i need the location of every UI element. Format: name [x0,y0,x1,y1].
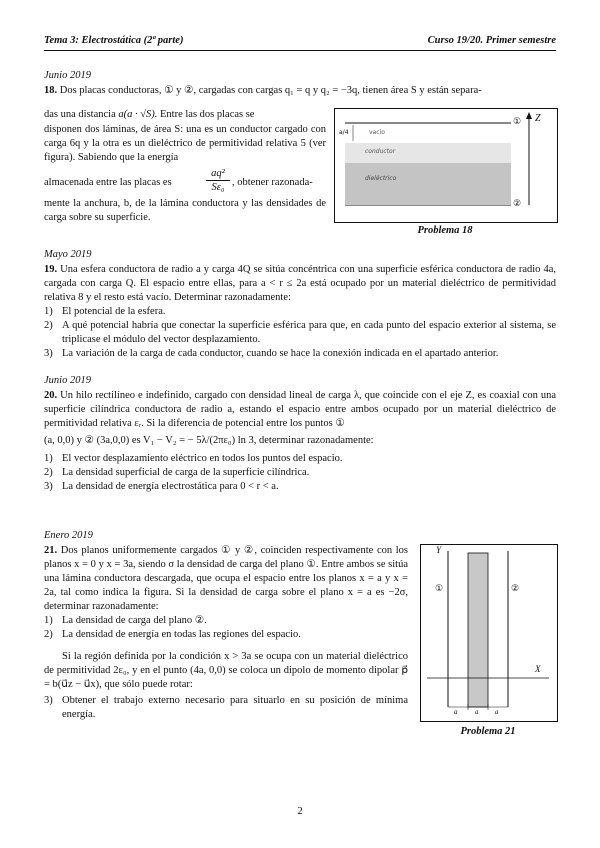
page-header [44,35,556,49]
p19-question [44,347,556,361]
p20-potential-difference: (a, 0,0) y ② (3a,0,0) es V₁ − V₂ = − 5λ/(2πε₀) ln 3, determinar razonadamente: [44,435,374,446]
z-axis-label: Z [535,113,541,124]
p19-date: Mayo 2019 [44,249,92,260]
question-number: 1) [44,306,53,317]
p18-figure [334,108,558,223]
p21-number: 21. [44,545,58,556]
p20-text: Un hilo rectilíneo e indefinido, cargado con densidad lineal de carga λ, que coincide con el eje Z, es coaxial con una superficie cilíndrica conductora de radio a, estando el espacio entre ambos ocupado por un material dieléctrico de permitividad relativa εᵣ. Si la diferencia de potencial entre los puntos ① [44,390,556,429]
p21-question [44,694,408,722]
z-axis-arrowhead [526,112,532,119]
p20-statement [44,389,556,431]
question-number: 3) [44,348,53,359]
question-text: El vector desplazamiento eléctrico en todos los puntos del espacio. [62,453,343,464]
plate-1-label: ① [513,116,522,126]
p21-figure-caption: Problema 21 [460,726,516,737]
p20-number: 20. [44,390,58,401]
header-rule [44,50,556,51]
dimension-a-label: a [454,708,458,716]
dimension-a-label: a [495,708,499,716]
p20-body [44,389,556,494]
p21-statement [44,544,408,614]
p18-energy-suffix: , obtener razonada- [232,177,313,188]
question-text: La densidad de carga del plano ②. [62,615,207,626]
conductor-slab [468,553,488,707]
p21-figure-drawing [421,545,557,721]
p18-date: Junio 2019 [44,70,91,81]
header-course: Curso 19/20. Primer semestre [427,35,556,46]
question-text: A qué potencial habría que conectar la superficie esférica para que, en cada punto del espacio exterior al sistema, se triplicase el módulo del vector desplazamiento. [62,320,556,345]
p20-date: Junio 2019 [44,375,91,386]
p18-energy-prefix: almacenada entre las placas es [44,177,172,188]
y-axis-label: Y [436,545,442,555]
question-number: 2) [44,467,53,478]
question-number: 2) [44,320,53,331]
plane-2-label: ② [511,583,520,593]
x-axis-label: X [535,664,541,674]
p18-text-body2: mente la anchura, b, de la lámina conductora y las densidades de carga sobre su superficie. [44,198,326,223]
p21-questions [44,614,408,642]
p18-energy-numerator: aq² [206,167,230,181]
question-number: 1) [44,615,53,626]
p18-energy-denominator: Sε₀ [211,182,225,193]
p20-question [44,480,556,494]
p18-energy-fraction [206,167,230,195]
question-text: La densidad de energía electrostática para 0 < r < a. [62,481,279,492]
conductor-region-label: conductor [365,148,396,155]
plate-2-label: ② [513,198,522,208]
dielectric-region-label: dieléctrico [365,175,397,182]
dimension-a-label: a [475,708,479,716]
p19-number: 19. [44,264,58,275]
p18-number: 18. [44,85,58,96]
p18-line1 [44,84,556,98]
gap-label: a/4 [339,129,349,136]
p21-question [44,628,408,642]
p21-text: Dos planos uniformemente cargados ① y ②, coinciden respectivamente con los planos x = 0 y x = 3a, siendo σ la densidad de carga del plano ①. Entre ambos se sitúa una lámina conductora descargada, que ocupa el espacio entre los planos x = a y x = 2a, tal como indica la figura. Si la densidad de carga sobre el plano x = a es −2σ, determinar razonadamente: [44,545,409,612]
p18-text-line1: Dos placas conductoras, ① y ②, cargadas con cargas q₁ = q y q₂ = −3q, tienen área S y están separa- [59,85,482,96]
p21-dipole-paragraph: Si la región definida por la condición x > 3a se ocupa con un material dieléctrico de permitividad 2ε₀, y en el punto (4a, 0,0) se coloca un dipolo de momento dipolar p⃗ = b(u⃗z − u⃗x), que sólo puede rotar: [44,651,408,690]
question-number: 3) [44,481,53,492]
p21-body [44,544,408,722]
p18-figure-drawing [335,109,557,222]
p19-text: Una esfera conductora de radio a y carga 4Q se sitúa concéntrica con una superficie esférica conductora de radio 4a, cargada con carga Q. El espacio entre ellas, para a < r ≤ 2a está ocupado por un material dieléctrico de permitividad relativa 8 y el resto está vacío. Determinar razonadamente: [44,264,556,303]
p18-distance-line [44,108,326,122]
header-topic: Tema 3: Electrostática (2ª parte) [44,35,184,46]
p21-question [44,614,408,628]
question-number: 3) [44,695,53,706]
p19-question [44,305,556,319]
question-text: El potencial de la esfera. [62,306,166,317]
p18-line2b: Entre las dos placas se [160,109,255,120]
question-text: La densidad superficial de carga de la superficie cilíndrica. [62,467,310,478]
question-text: La densidad de energía en todas las regiones del espacio. [62,629,301,640]
question-number: 1) [44,453,53,464]
p19-body [44,263,556,361]
dielectric-slab [345,163,511,205]
question-text: La variación de la carga de cada conductor, cuando se hace la conexión indicada en el apartado anterior. [62,348,499,359]
p18-body [44,108,326,225]
p20-questions [44,452,556,494]
void-region-label: vacío [369,129,385,136]
p21-figure [420,544,558,722]
p18-text-body1: disponen dos láminas, de área S: una es un conductor cargado con carga 6q y la otra es un dieléctrico de permitividad relativa 5 (ver figura). Sabiendo que la energía [44,124,326,163]
p21-question-3 [44,694,408,722]
p18-energy-line [44,167,326,197]
p21-date: Enero 2019 [44,530,93,541]
p20-question [44,452,556,466]
question-text: Obtener el trabajo externo necesario para situarlo en su posición de mínima energía. [62,695,408,720]
p19-statement [44,263,556,305]
p20-question [44,466,556,480]
p18-figure-caption: Problema 18 [417,225,473,236]
p18-line2a: das una distancia [44,109,116,120]
p18-distance: a(a · √S). [118,109,158,120]
p19-question [44,319,556,347]
plane-1-label: ① [435,583,444,593]
page-number: 2 [297,805,303,817]
p19-questions [44,305,556,361]
question-number: 2) [44,629,53,640]
